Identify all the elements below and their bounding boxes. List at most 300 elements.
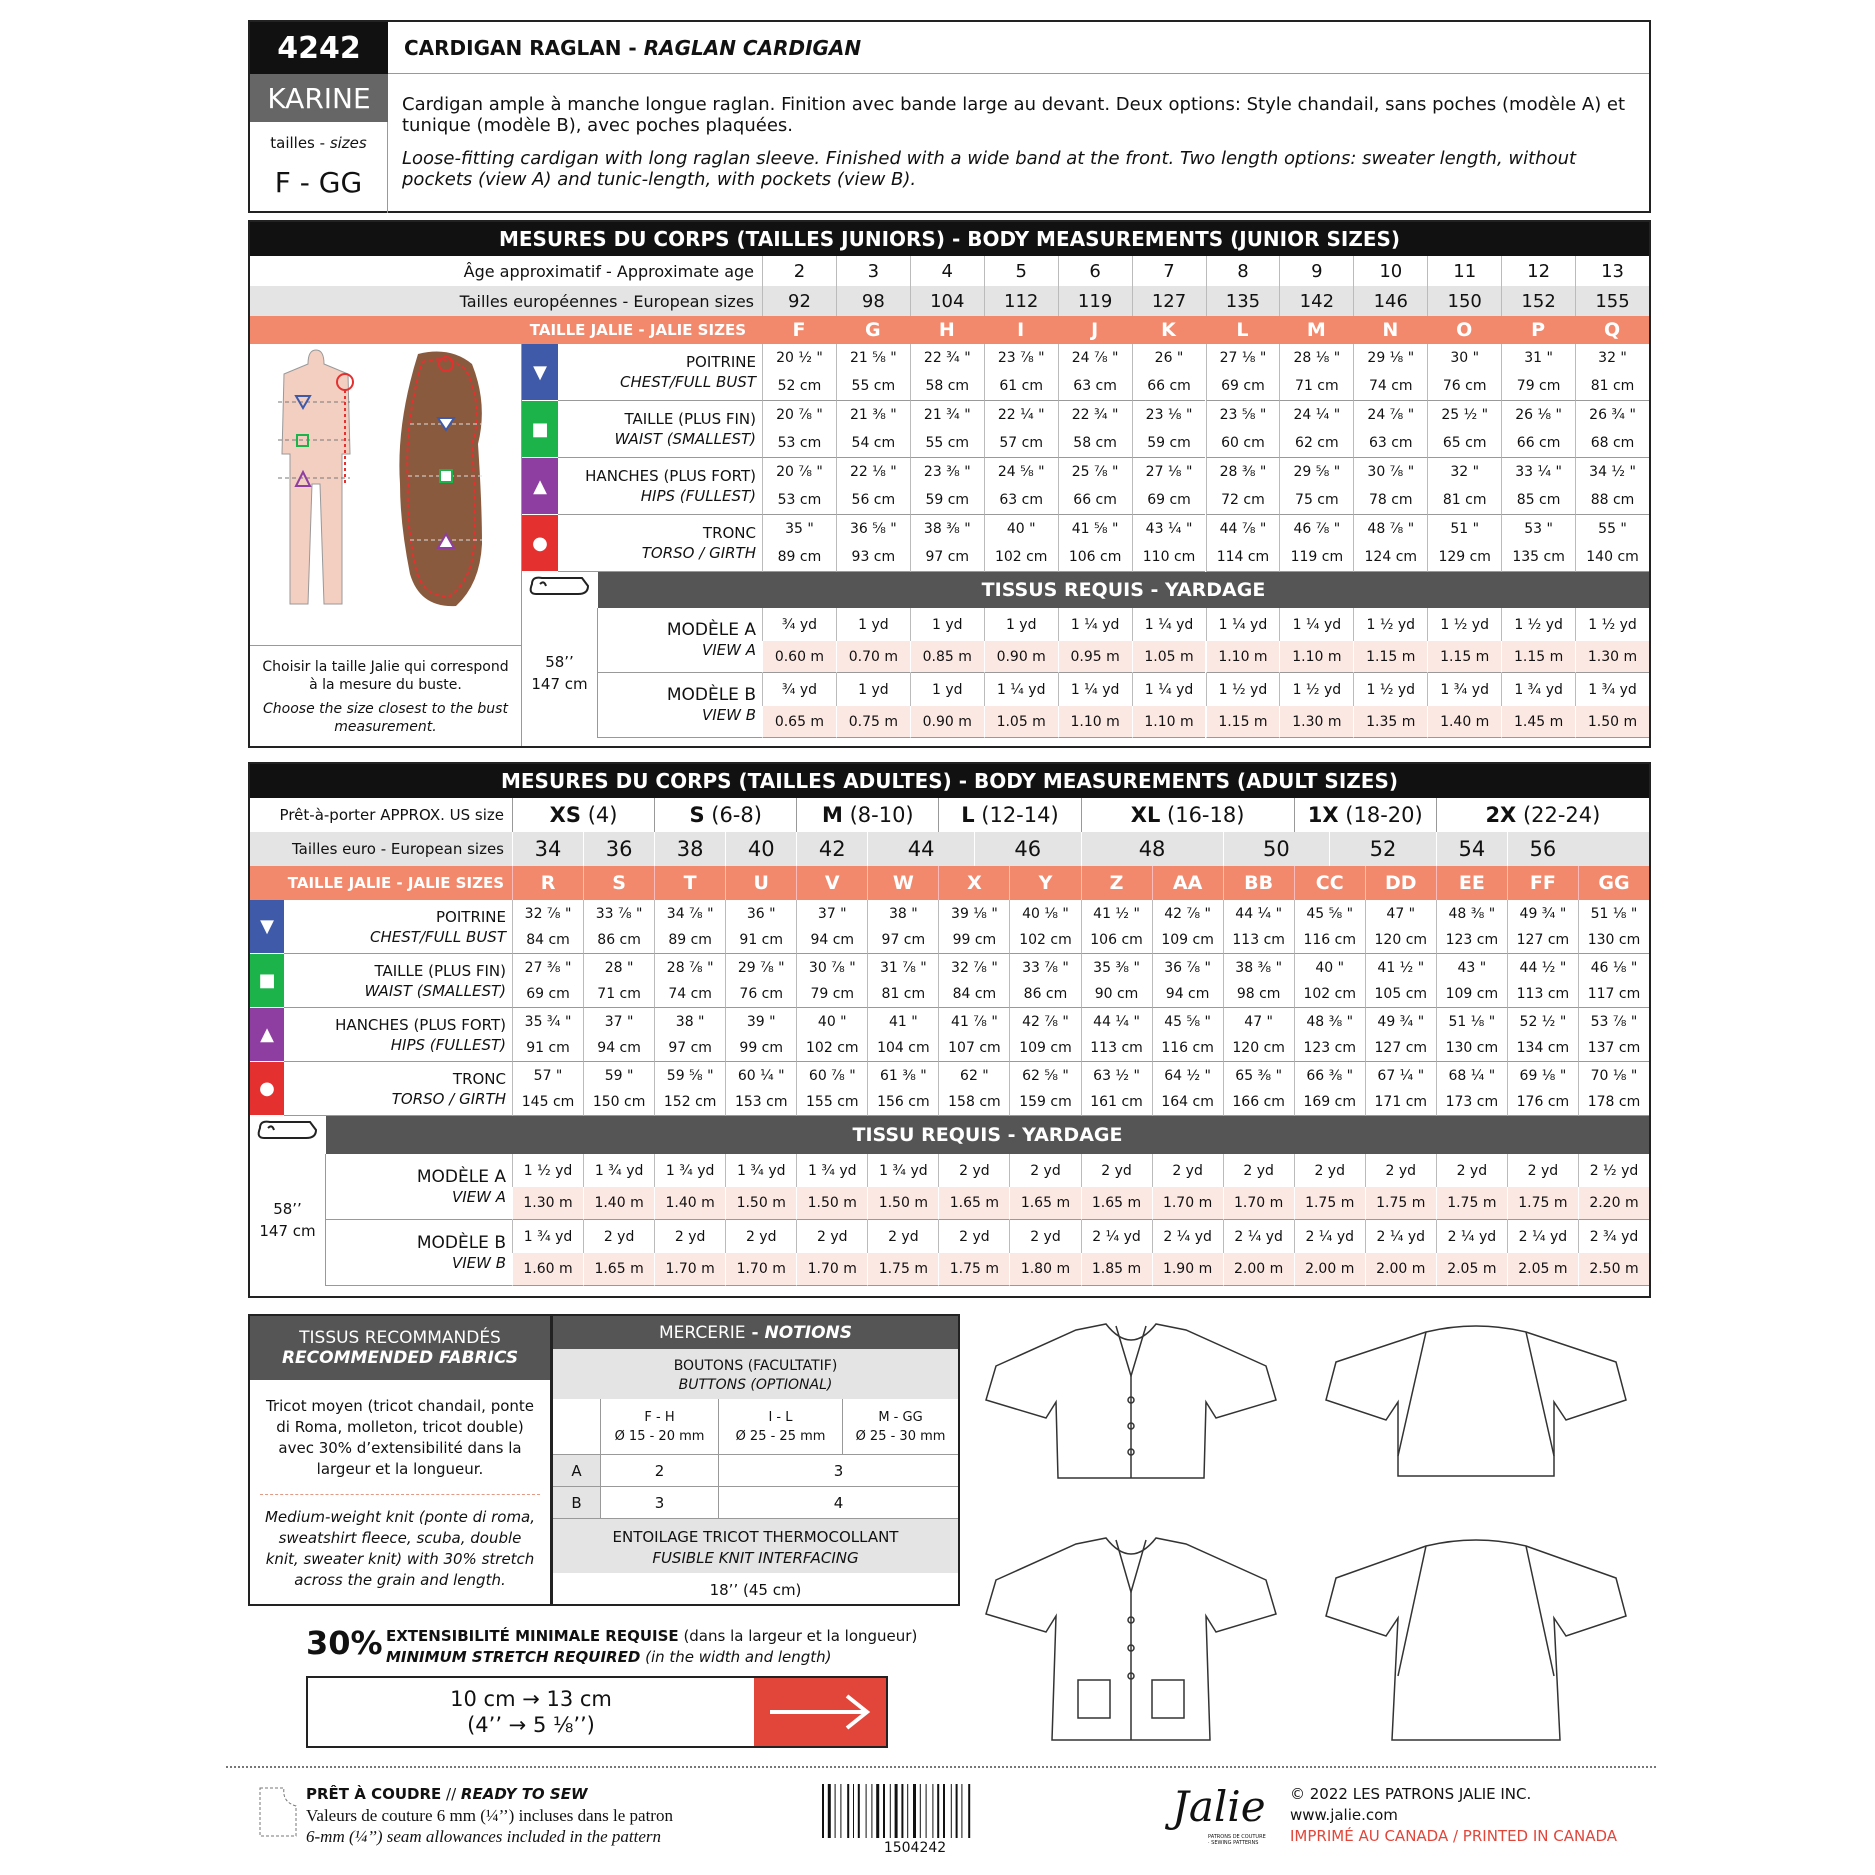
adult-fabric-roll-icon: [250, 1116, 326, 1154]
measure-cm-cell: 124 cm: [1353, 543, 1427, 572]
measure-inches-cell: 26 ¾ ": [1575, 401, 1649, 429]
adult-m-cell: 2.50 m: [1578, 1253, 1649, 1286]
euro-size-cell: 119: [1058, 286, 1132, 316]
adult-m-cell: 2.05 m: [1436, 1253, 1507, 1286]
yardage-yd-cell: 1 ½ yd: [1353, 673, 1427, 706]
adult-cm-cell: 84 cm: [938, 981, 1009, 1008]
seam-fr: Valeurs de couture 6 mm (¼’’) incluses dans le patron: [306, 1806, 673, 1825]
adult-yd-cell: 1 ¾ yd: [725, 1154, 796, 1187]
adult-cm-cell: 79 cm: [796, 981, 867, 1008]
adult-cm-cell: 134 cm: [1507, 1035, 1578, 1062]
euro-size-cell: 127: [1132, 286, 1206, 316]
measure-inches-cell: 44 ⅞ ": [1206, 515, 1280, 543]
adult-yd-cell: 2 ¼ yd: [1507, 1220, 1578, 1253]
measure-cm-cell: 59 cm: [1132, 429, 1206, 458]
rtw-size-range: (16-18): [1167, 803, 1245, 827]
measure-inches-cell: 22 ¾ ": [1058, 401, 1132, 429]
yardage-yd-cell: 1 yd: [836, 608, 910, 641]
adult-cm-cell: 127 cm: [1365, 1035, 1436, 1062]
adult-m-cell: 1.70 m: [1152, 1187, 1223, 1220]
adult-jalie-size-cell: FF: [1507, 866, 1578, 900]
yardage-yd-cell: ¾ yd: [762, 608, 836, 641]
stretch-text-fr: EXTENSIBILITÉ MINIMALE REQUISE: [386, 1627, 679, 1645]
adult-cm-cell: 117 cm: [1578, 981, 1649, 1008]
adult-m-cell: 1.65 m: [583, 1253, 654, 1286]
yardage-yd-cell: 1 ¼ yd: [1279, 608, 1353, 641]
measure-inches-cell: 23 ⅞ ": [984, 344, 1058, 372]
buttons-heading: [553, 1349, 958, 1399]
rtw-size-range: (8-10): [849, 803, 914, 827]
jalie-size-cell: F: [762, 316, 836, 344]
measure-inches-cell: 20 ½ ": [762, 344, 836, 372]
adult-cm-cell: 102 cm: [796, 1035, 867, 1062]
pattern-number: 4242: [250, 22, 388, 74]
adult-view-label-en: VIEW A: [451, 1187, 506, 1206]
adult-cm-cell: 127 cm: [1507, 927, 1578, 954]
rtw-size-letter: L: [961, 803, 975, 827]
adult-cm-cell: 98 cm: [1223, 981, 1294, 1008]
adult-yd-cell: 2 yd: [938, 1154, 1009, 1187]
size-range-box: tailles - sizes F - GG: [250, 122, 388, 213]
adult-inches-cell: 33 ⅞ ": [1009, 954, 1080, 981]
measure-cm-cell: 135 cm: [1501, 543, 1575, 572]
adult-cm-cell: 71 cm: [583, 981, 654, 1008]
row-a-value-2: 3: [833, 1461, 844, 1480]
yardage-m-cell: 1.15 m: [1353, 641, 1427, 673]
adult-yd-cell: 2 yd: [725, 1220, 796, 1253]
adult-m-cell: 2.05 m: [1507, 1253, 1578, 1286]
rtw-size-cell: [512, 798, 654, 832]
measure-inches-cell: 28 ⅜ ": [1206, 458, 1280, 486]
adult-yd-cell: 2 yd: [1294, 1154, 1365, 1187]
adult-measure-icon: [250, 1008, 284, 1062]
adult-jalie-size-cell: T: [654, 866, 725, 900]
row-b-value-1: 3: [601, 1487, 719, 1518]
age-cell: 2: [762, 256, 836, 286]
yardage-m-cell: 0.70 m: [836, 641, 910, 673]
measure-inches-cell: 25 ½ ": [1427, 401, 1501, 429]
euro-size-cell: 112: [984, 286, 1058, 316]
measure-cm-cell: 57 cm: [984, 429, 1058, 458]
euro-size-cell: 92: [762, 286, 836, 316]
measure-label-fr: POITRINE: [686, 353, 756, 371]
adult-cm-cell: 102 cm: [1294, 981, 1365, 1008]
adult-euro-label: Tailles euro - European sizes: [250, 832, 512, 866]
adult-jalie-size-cell: CC: [1294, 866, 1365, 900]
measure-cm-cell: 63 cm: [1353, 429, 1427, 458]
adult-cm-cell: 150 cm: [583, 1089, 654, 1116]
measure-cm-cell: 66 cm: [1501, 429, 1575, 458]
adult-inches-cell: 64 ½ ": [1152, 1062, 1223, 1089]
adult-yd-cell: 2 ¼ yd: [1436, 1220, 1507, 1253]
measure-cm-cell: 69 cm: [1206, 372, 1280, 401]
adult-cm-cell: 152 cm: [654, 1089, 725, 1116]
euro-size-cell: 150: [1427, 286, 1501, 316]
rtw-size-range: (4): [587, 803, 618, 827]
adult-cm-cell: 90 cm: [1081, 981, 1152, 1008]
measure-cm-cell: 52 cm: [762, 372, 836, 401]
yardage-yd-cell: 1 yd: [910, 608, 984, 641]
age-cell: 8: [1206, 256, 1280, 286]
measure-cm-cell: 119 cm: [1279, 543, 1353, 572]
adult-yd-cell: 2 yd: [1009, 1154, 1080, 1187]
euro-size-cell: 152: [1501, 286, 1575, 316]
adult-cm-cell: 158 cm: [938, 1089, 1009, 1116]
pattern-name: KARINE: [250, 74, 388, 122]
recommended-fabrics-box: [248, 1314, 552, 1606]
measure-inches-cell: 28 ⅛ ": [1279, 344, 1353, 372]
yardage-m-cell: 1.15 m: [1427, 641, 1501, 673]
euro-size-cell: 104: [910, 286, 984, 316]
measure-label: [558, 401, 762, 458]
measure-inches-cell: 21 ⅝ ": [836, 344, 910, 372]
age-cell: 3: [836, 256, 910, 286]
measure-icon: [522, 344, 558, 401]
measure-inches-cell: 51 ": [1427, 515, 1501, 543]
adult-measure-label-fr: TAILLE (PLUS FIN): [374, 961, 506, 980]
yardage-m-cell: 1.05 m: [984, 706, 1058, 738]
adult-measure-label: [284, 954, 512, 1008]
adult-m-cell: 1.40 m: [654, 1187, 725, 1220]
adult-measure-label-en: WAIST (SMALLEST): [364, 981, 506, 1000]
measure-inches-cell: 41 ⅝ ": [1058, 515, 1132, 543]
adult-yd-cell: 2 yd: [796, 1220, 867, 1253]
garment-sketches: [966, 1316, 1656, 1750]
adult-yd-cell: 1 ¾ yd: [867, 1154, 938, 1187]
adult-view-label-fr: MODÈLE A: [416, 1166, 506, 1187]
measure-cm-cell: 71 cm: [1279, 372, 1353, 401]
adult-m-cell: 1.60 m: [512, 1253, 583, 1286]
yardage-m-cell: 1.30 m: [1279, 706, 1353, 738]
adult-jalie-label: TAILLE JALIE - JALIE SIZES: [250, 866, 512, 900]
rtw-size-cell: [1294, 798, 1436, 832]
view-a-front-sketch: [986, 1324, 1276, 1478]
adult-fabric-width-cm: 147 cm: [259, 1222, 316, 1240]
adult-cm-cell: 130 cm: [1436, 1035, 1507, 1062]
yardage-yd-cell: 1 ¼ yd: [1132, 673, 1206, 706]
adult-yd-cell: 1 ¾ yd: [512, 1220, 583, 1253]
rtw-size-letter: XL: [1130, 803, 1161, 827]
measure-cm-cell: 85 cm: [1501, 486, 1575, 515]
adult-inches-cell: 46 ⅛ ": [1578, 954, 1649, 981]
measure-cm-cell: 75 cm: [1279, 486, 1353, 515]
measure-inches-cell: 23 ⅛ ": [1132, 401, 1206, 429]
adult-inches-cell: 40 ": [796, 1008, 867, 1035]
measure-label-en: WAIST (SMALLEST): [614, 430, 756, 448]
adult-jalie-size-cell: Y: [1009, 866, 1080, 900]
measure-inches-cell: 26 ⅛ ": [1501, 401, 1575, 429]
rtw-size-letter: XS: [549, 803, 581, 827]
measure-label-fr: HANCHES (PLUS FORT): [585, 467, 756, 485]
adult-inches-cell: 37 ": [796, 900, 867, 927]
measure-inches-cell: 36 ⅝ ": [836, 515, 910, 543]
stretch-percent: 30%: [306, 1624, 383, 1662]
adult-m-cell: 1.50 m: [867, 1187, 938, 1220]
adult-inches-cell: 34 ⅞ ": [654, 900, 725, 927]
yardage-yd-cell: ¾ yd: [762, 673, 836, 706]
adult-inches-cell: 49 ¾ ": [1507, 900, 1578, 927]
adult-measure-label-en: CHEST/FULL BUST: [369, 927, 506, 946]
adult-inches-cell: 39 ⅛ ": [938, 900, 1009, 927]
yardage-yd-cell: 1 yd: [910, 673, 984, 706]
adult-euro-cell: 46: [974, 832, 1081, 866]
sizes-label-fr: tailles: [270, 134, 315, 152]
measure-inches-cell: 26 ": [1132, 344, 1206, 372]
yardage-m-cell: 1.15 m: [1501, 641, 1575, 673]
adult-measure-icon: [250, 900, 284, 954]
measure-cm-cell: 63 cm: [1058, 372, 1132, 401]
adult-inches-cell: 40 ⅛ ": [1009, 900, 1080, 927]
measure-cm-cell: 129 cm: [1427, 543, 1501, 572]
jalie-size-cell: H: [910, 316, 984, 344]
euro-label: Tailles européennes - European sizes: [250, 286, 754, 316]
adult-yd-cell: 1 ½ yd: [512, 1154, 583, 1187]
adult-inches-cell: 70 ⅛ ": [1578, 1062, 1649, 1089]
yardage-yd-cell: 1 ¼ yd: [1058, 608, 1132, 641]
yardage-title: TISSUS REQUIS - YARDAGE: [598, 572, 1649, 608]
measure-inches-cell: 21 ¾ ": [910, 401, 984, 429]
adult-euro-cell: 56: [1507, 832, 1578, 866]
adult-cm-cell: 161 cm: [1081, 1089, 1152, 1116]
adult-yd-cell: 2 ½ yd: [1578, 1154, 1649, 1187]
yardage-yd-cell: 1 ¼ yd: [1206, 608, 1280, 641]
adult-inches-cell: 45 ⅝ ": [1294, 900, 1365, 927]
measure-inches-cell: 35 ": [762, 515, 836, 543]
adult-yd-cell: 2 ¾ yd: [1578, 1220, 1649, 1253]
adult-measure-icon-glyph: ▼: [260, 916, 274, 937]
website-link[interactable]: www.jalie.com: [1290, 1806, 1398, 1824]
measure-cm-cell: 81 cm: [1427, 486, 1501, 515]
yardage-m-cell: 1.10 m: [1058, 706, 1132, 738]
age-cell: 12: [1501, 256, 1575, 286]
yardage-m-cell: 0.65 m: [762, 706, 836, 738]
adult-euro-cell: 34: [512, 832, 583, 866]
rtw-size-cell: [1436, 798, 1649, 832]
adult-cm-cell: 113 cm: [1223, 927, 1294, 954]
button-size-column: [843, 1399, 958, 1454]
measure-cm-cell: 54 cm: [836, 429, 910, 458]
adult-measure-label-fr: POITRINE: [436, 907, 506, 926]
yardage-yd-cell: 1 ½ yd: [1427, 608, 1501, 641]
yardage-m-cell: 1.30 m: [1575, 641, 1649, 673]
adult-m-cell: 2.00 m: [1294, 1253, 1365, 1286]
description-fr: Cardigan ample à manche longue raglan. Finition avec bande large au devant. Deux options: Style chandail, sans poches (modèle A) et tunique (modèle B), avec poches plaquées.: [402, 94, 1626, 136]
yardage-yd-cell: 1 ¼ yd: [984, 673, 1058, 706]
adult-euro-cell: 54: [1436, 832, 1507, 866]
adult-m-cell: 1.65 m: [1081, 1187, 1152, 1220]
barcode-number: 1504242: [883, 1840, 947, 1856]
title-fr: CARDIGAN RAGLAN: [404, 35, 622, 60]
measure-cm-cell: 62 cm: [1279, 429, 1353, 458]
adult-cm-cell: 155 cm: [796, 1089, 867, 1116]
adult-yd-cell: 1 ¾ yd: [796, 1154, 867, 1187]
yardage-yd-cell: 1 ¼ yd: [1132, 608, 1206, 641]
adult-m-cell: 1.30 m: [512, 1187, 583, 1220]
adult-m-cell: 1.85 m: [1081, 1253, 1152, 1286]
measure-icon: [522, 458, 558, 515]
view-label-fr: MODÈLE A: [666, 620, 756, 640]
adult-inches-cell: 39 ": [725, 1008, 796, 1035]
yardage-yd-cell: 1 ¾ yd: [1427, 673, 1501, 706]
adult-cm-cell: 94 cm: [1152, 981, 1223, 1008]
adult-measure-icon-glyph: ■: [258, 970, 276, 991]
adult-cm-cell: 105 cm: [1365, 981, 1436, 1008]
adult-jalie-size-cell: GG: [1578, 866, 1649, 900]
adult-inches-cell: 35 ⅜ ": [1081, 954, 1152, 981]
adult-measure-icon: [250, 954, 284, 1008]
adult-cm-cell: 145 cm: [512, 1089, 583, 1116]
adult-yd-cell: 2 yd: [1436, 1154, 1507, 1187]
adult-yardage-title: TISSU REQUIS - YARDAGE: [326, 1116, 1649, 1154]
adult-m-cell: 2.00 m: [1365, 1253, 1436, 1286]
adult-inches-cell: 47 ": [1223, 1008, 1294, 1035]
adult-euro-cell: 40: [725, 832, 796, 866]
measure-inches-cell: 46 ⅞ ": [1279, 515, 1353, 543]
stretch-gauge: [306, 1676, 888, 1748]
adult-cm-cell: 123 cm: [1294, 1035, 1365, 1062]
adult-euro-cell: 48: [1081, 832, 1223, 866]
adult-fabric-width: [250, 1154, 326, 1286]
measure-cm-cell: 69 cm: [1132, 486, 1206, 515]
measure-inches-cell: 22 ¼ ": [984, 401, 1058, 429]
junior-measurements-table: [248, 220, 1651, 748]
stretch-text-fr2: (dans la largeur et la longueur): [683, 1627, 918, 1645]
buttons-row-a: [553, 1455, 958, 1487]
adult-cm-cell: 159 cm: [1009, 1089, 1080, 1116]
adult-inches-cell: 62 ⅝ ": [1009, 1062, 1080, 1089]
adult-measure-label-en: TORSO / GIRTH: [391, 1089, 506, 1108]
view-label: [598, 673, 762, 738]
measure-label-fr: TRONC: [702, 524, 756, 542]
notions-box: [551, 1314, 960, 1606]
measure-inches-cell: 21 ⅜ ": [836, 401, 910, 429]
measure-cm-cell: 63 cm: [984, 486, 1058, 515]
yardage-yd-cell: 1 yd: [984, 608, 1058, 641]
adult-cm-cell: 74 cm: [654, 981, 725, 1008]
adult-cm-cell: 164 cm: [1152, 1089, 1223, 1116]
measure-icon-glyph: ▲: [533, 475, 547, 497]
adult-cm-cell: 97 cm: [867, 927, 938, 954]
size-range: F - GG: [274, 166, 363, 199]
adult-inches-cell: 67 ¼ ": [1365, 1062, 1436, 1089]
adult-cm-cell: 89 cm: [654, 927, 725, 954]
row-b-label: B: [553, 1487, 601, 1518]
measure-inches-cell: 25 ⅞ ": [1058, 458, 1132, 486]
adult-m-cell: 1.75 m: [938, 1253, 1009, 1286]
measure-icon: [522, 515, 558, 572]
adult-m-cell: 1.70 m: [1223, 1187, 1294, 1220]
adult-inches-cell: 44 ¼ ": [1223, 900, 1294, 927]
age-cell: 10: [1353, 256, 1427, 286]
measure-inches-cell: 33 ¼ ": [1501, 458, 1575, 486]
adult-cm-cell: 171 cm: [1365, 1089, 1436, 1116]
view-label-en: VIEW B: [701, 706, 756, 724]
adult-cm-cell: 166 cm: [1223, 1089, 1294, 1116]
rtw-size-cell: [796, 798, 938, 832]
buttons-heading-en: BUTTONS (OPTIONAL): [678, 1377, 833, 1393]
rtw-size-range: (12-14): [981, 803, 1059, 827]
measure-cm-cell: 79 cm: [1501, 372, 1575, 401]
measure-inches-cell: 29 ⅝ ": [1279, 458, 1353, 486]
yardage-m-cell: 0.90 m: [910, 706, 984, 738]
measure-cm-cell: 68 cm: [1575, 429, 1649, 458]
measure-cm-cell: 102 cm: [984, 543, 1058, 572]
measure-inches-cell: 38 ⅜ ": [910, 515, 984, 543]
adult-view-label-fr: MODÈLE B: [416, 1232, 506, 1253]
stretch-text: [386, 1626, 917, 1668]
adult-jalie-size-cell: EE: [1436, 866, 1507, 900]
child-figure-icon: [278, 350, 353, 604]
measure-inches-cell: 20 ⅞ ": [762, 401, 836, 429]
yardage-m-cell: 0.90 m: [984, 641, 1058, 673]
title-en: RAGLAN CARDIGAN: [643, 35, 862, 60]
adult-cm-cell: 91 cm: [725, 927, 796, 954]
adult-m-cell: 1.90 m: [1152, 1253, 1223, 1286]
adult-measure-label: [284, 1062, 512, 1116]
adult-m-cell: 2.00 m: [1223, 1253, 1294, 1286]
adult-inches-cell: 66 ⅜ ": [1294, 1062, 1365, 1089]
adult-inches-cell: 37 ": [583, 1008, 654, 1035]
measure-icon-glyph: ●: [532, 532, 548, 554]
adult-inches-cell: 32 ⅞ ": [938, 954, 1009, 981]
adult-jalie-size-cell: BB: [1223, 866, 1294, 900]
adult-inches-cell: 45 ⅝ ": [1152, 1008, 1223, 1035]
adult-m-cell: 1.80 m: [1009, 1253, 1080, 1286]
measure-inches-cell: 27 ⅛ ": [1206, 344, 1280, 372]
adult-euro-cell: 42: [796, 832, 867, 866]
adult-inches-cell: 31 ⅞ ": [867, 954, 938, 981]
row-a-value-1: 2: [601, 1455, 719, 1486]
jalie-size-cell: L: [1206, 316, 1280, 344]
size-note: [250, 646, 522, 746]
interfacing-length: 18’’ (45 cm): [709, 1580, 802, 1599]
measure-cm-cell: 55 cm: [836, 372, 910, 401]
adult-inches-cell: 65 ⅜ ": [1223, 1062, 1294, 1089]
adult-cm-cell: 86 cm: [583, 927, 654, 954]
adult-m-cell: 1.70 m: [725, 1253, 796, 1286]
yardage-yd-cell: 1 ½ yd: [1575, 608, 1649, 641]
measure-label: [558, 458, 762, 515]
ready-fr: PRÊT À COUDRE: [306, 1785, 442, 1803]
adult-cm-cell: 137 cm: [1578, 1035, 1649, 1062]
adult-inches-cell: 47 ": [1365, 900, 1436, 927]
measure-inches-cell: 53 ": [1501, 515, 1575, 543]
adult-m-cell: 1.40 m: [583, 1187, 654, 1220]
adult-measure-label-fr: TRONC: [452, 1069, 506, 1088]
size-note-fr: Choisir la taille Jalie qui correspond à la mesure du buste.: [262, 659, 509, 693]
measure-cm-cell: 56 cm: [836, 486, 910, 515]
adult-cm-cell: 120 cm: [1365, 927, 1436, 954]
adult-inches-cell: 59 ⅝ ": [654, 1062, 725, 1089]
measure-inches-cell: 34 ½ ": [1575, 458, 1649, 486]
measure-inches-cell: 20 ⅞ ": [762, 458, 836, 486]
fabrics-text-fr: Tricot moyen (tricot chandail, ponte di Roma, molleton, tricot double) avec 30% d’extensibilité dans la largeur et la longueur.: [265, 1397, 535, 1478]
seam-allowance-icon: [256, 1784, 300, 1840]
measure-label: [558, 515, 762, 572]
adult-measure-label-en: HIPS (FULLEST): [390, 1035, 506, 1054]
euro-size-cell: 146: [1353, 286, 1427, 316]
adult-inches-cell: 49 ¾ ": [1365, 1008, 1436, 1035]
measure-cm-cell: 106 cm: [1058, 543, 1132, 572]
pattern-title: CARDIGAN RAGLAN - RAGLAN CARDIGAN: [388, 22, 1649, 74]
adult-m-cell: 1.65 m: [938, 1187, 1009, 1220]
adult-yd-cell: 2 ¼ yd: [1223, 1220, 1294, 1253]
adult-inches-cell: 38 ": [867, 900, 938, 927]
adult-yd-cell: 2 yd: [1152, 1154, 1223, 1187]
view-label-en: VIEW A: [701, 641, 756, 659]
adult-cm-cell: 99 cm: [725, 1035, 796, 1062]
stretch-in: (4’’ → 5 ⅛’’): [467, 1713, 595, 1737]
